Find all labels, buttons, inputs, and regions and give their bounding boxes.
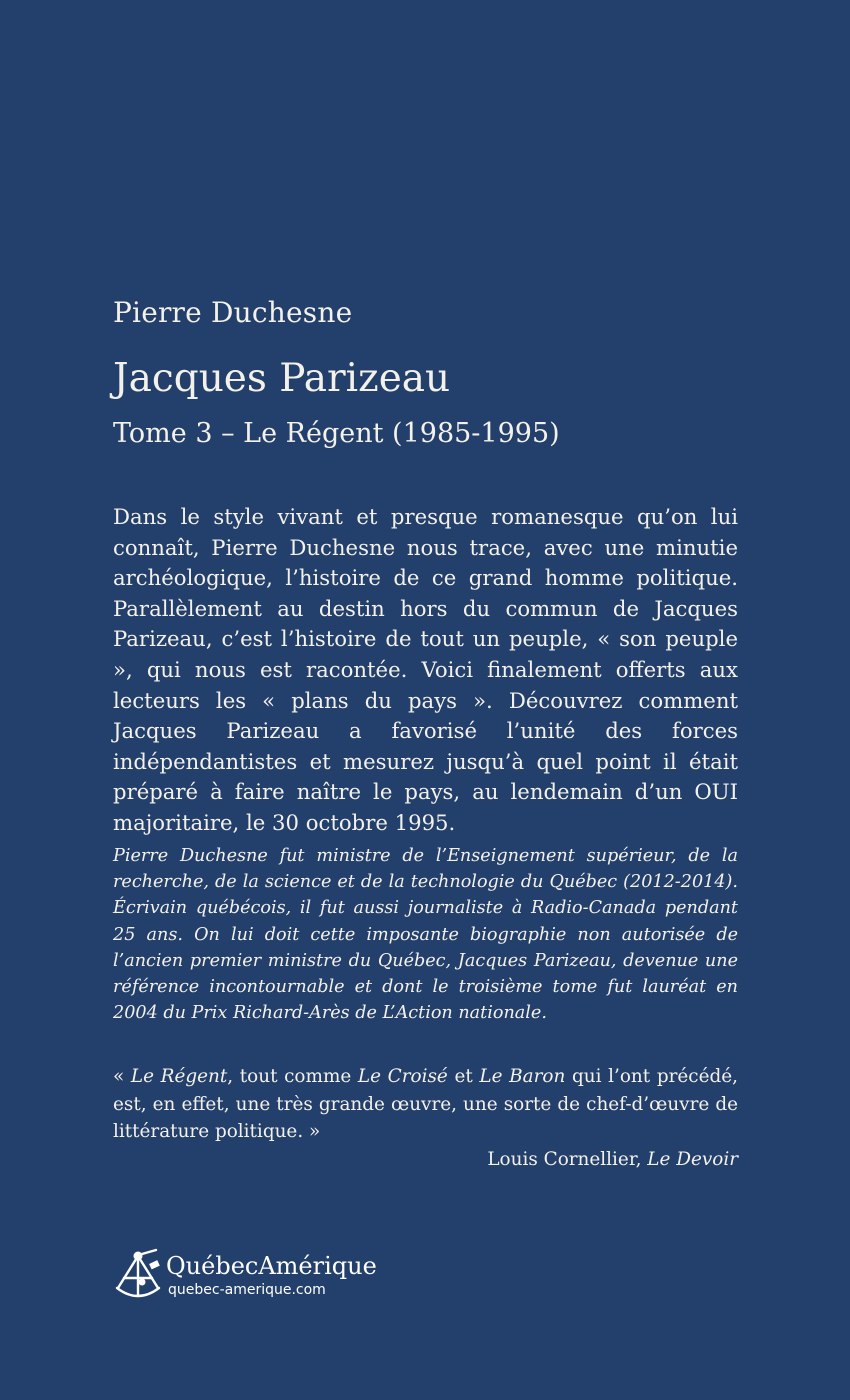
quote-open: «: [113, 1066, 131, 1087]
publisher-logo: [112, 1244, 377, 1304]
publisher-name: QuébecAmérique: [166, 1252, 377, 1280]
quote-source-name: Louis Cornellier,: [487, 1149, 648, 1170]
quote-source: [487, 1146, 738, 1173]
quote-title-regent: Le Régent: [130, 1066, 228, 1087]
quote-title-croise: Le Croisé: [357, 1066, 448, 1087]
quote-source-publication: Le Devoir: [647, 1149, 738, 1170]
author-bio: Pierre Duchesne fut ministre de l’Enseignement supérieur, de la recherche, de la science et de la technologie du Québec (2012-2014). Écrivain québécois, il fut aussi journaliste à Radio-Canada pendant 25 ans. On lui doit cette imposante biographie non autorisée de l’ancien premier ministre du Québec, Jacques Parizeau, devenue une référence incontournable et dont le troisième tome fut lauréat en 2004 du Prix Richard-Arès de L’Action nationale.: [113, 846, 738, 1024]
quote-title-baron: Le Baron: [479, 1066, 566, 1087]
author-name: Pierre Duchesne: [113, 296, 353, 329]
publisher-url: quebec-amerique.com: [168, 1282, 326, 1298]
sextant-logo-icon: [112, 1248, 164, 1302]
quote-text-2: et: [447, 1066, 480, 1087]
quote-text-1: , tout comme: [227, 1066, 358, 1087]
review-quote: [113, 1063, 738, 1146]
quote-text-3: qui l’ont précédé, est, en effet, une très grande œuvre, une sorte de chef-d’œuvre de littérature politique. »: [113, 1066, 738, 1142]
book-subtitle: Tome 3 – Le Régent (1985-1995): [113, 418, 560, 449]
book-blurb: Dans le style vivant et presque romanesque qu’on lui connaît, Pierre Duchesne nous trace, avec une minutie archéologique, l’histoire de ce grand homme politique. Parallèlement au destin hors du commun de Jacques Parizeau, c’est l’histoire de tout un peuple, « son peuple », qui nous est racontée. Voici finalement offerts aux lecteurs les « plans du pays ». Découvrez comment Jacques Parizeau a favorisé l’unité des forces indépendantistes et mesurez jusqu’à quel point il était préparé à faire naître le pays, au lendemain d’un OUI majoritaire, le 30 octobre 1995.: [113, 504, 738, 835]
book-title: Jacques Parizeau: [113, 356, 451, 401]
